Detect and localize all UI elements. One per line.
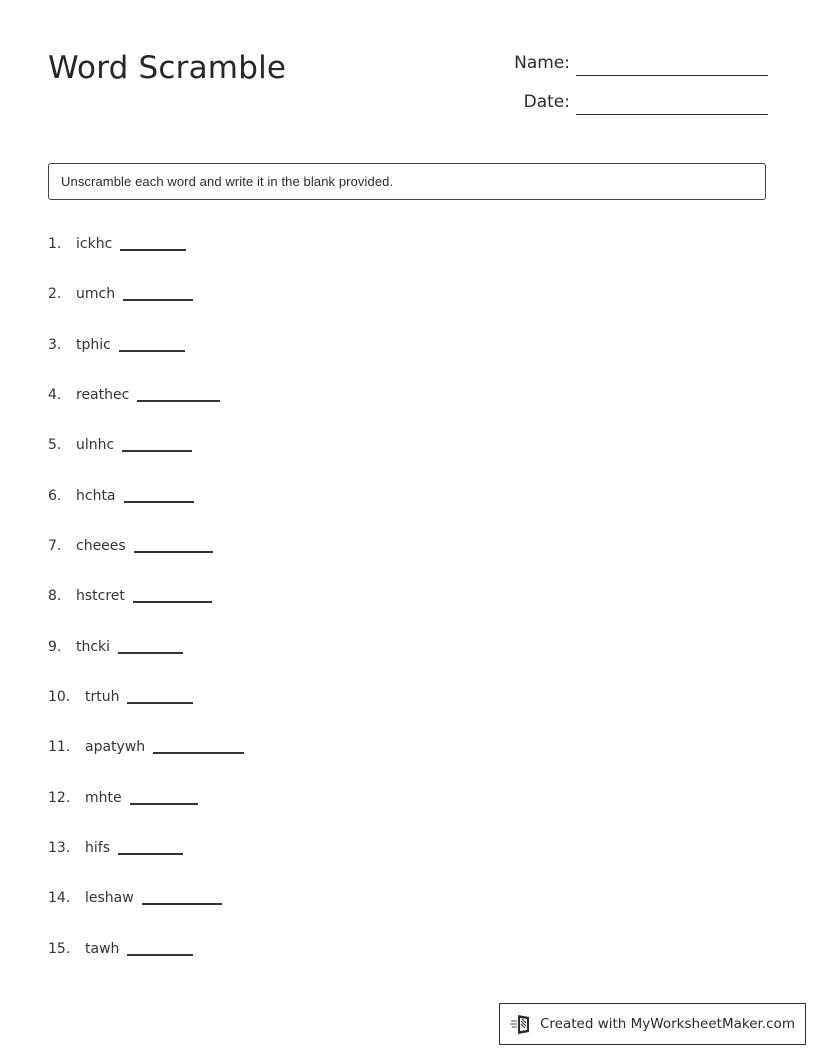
scrambled-word: ulnhc: [76, 437, 115, 453]
list-item: [48, 882, 222, 906]
scrambled-word: leshaw: [85, 890, 134, 906]
answer-blank[interactable]: [119, 350, 185, 352]
answer-blank[interactable]: [142, 903, 222, 905]
item-number: 5.: [48, 437, 62, 453]
answer-blank[interactable]: [127, 954, 193, 956]
list-item: [48, 832, 183, 856]
date-blank-line[interactable]: [576, 114, 768, 115]
instructions-text: Unscramble each word and write it in the blank provided.: [61, 174, 394, 189]
date-field: [524, 89, 768, 115]
answer-blank[interactable]: [127, 702, 193, 704]
list-item: [48, 580, 212, 604]
instructions-box: [48, 163, 766, 200]
list-item: [48, 228, 186, 252]
list-item: [48, 530, 213, 554]
scrambled-word: tphic: [76, 337, 111, 353]
footer-text: Created with MyWorksheetMaker.com: [540, 1016, 795, 1032]
item-number: 13.: [48, 840, 71, 856]
item-number: 6.: [48, 488, 62, 504]
item-number: 4.: [48, 387, 62, 403]
item-number: 12.: [48, 790, 71, 806]
scrambled-word: umch: [76, 286, 116, 302]
answer-blank[interactable]: [134, 551, 213, 553]
answer-blank[interactable]: [122, 450, 192, 452]
name-field: [514, 50, 768, 76]
name-label: Name:: [514, 53, 570, 73]
answer-blank[interactable]: [124, 501, 194, 503]
answer-blank[interactable]: [118, 652, 183, 654]
list-item: [48, 782, 198, 806]
scrambled-word: trtuh: [85, 689, 120, 705]
scrambled-word: apatywh: [85, 739, 146, 755]
list-item: [48, 278, 193, 302]
list-item: [48, 681, 193, 705]
item-number: 1.: [48, 236, 62, 252]
list-item: [48, 379, 220, 403]
item-number: 14.: [48, 890, 71, 906]
page-title: Word Scramble: [48, 50, 287, 86]
item-number: 8.: [48, 588, 62, 604]
list-item: [48, 933, 193, 957]
answer-blank[interactable]: [120, 249, 186, 251]
answer-blank[interactable]: [153, 752, 244, 754]
item-number: 15.: [48, 941, 71, 957]
scrambled-word: tawh: [85, 941, 120, 957]
scrambled-word: ickhc: [76, 236, 113, 252]
scrambled-word: reathec: [76, 387, 130, 403]
list-item: [48, 429, 192, 453]
item-number: 3.: [48, 337, 62, 353]
date-label: Date:: [523, 92, 570, 112]
answer-blank[interactable]: [133, 601, 212, 603]
worksheet-logo-icon: [510, 1013, 534, 1035]
item-number: 11.: [48, 739, 71, 755]
answer-blank[interactable]: [130, 803, 198, 805]
footer-credit[interactable]: [499, 1003, 806, 1045]
list-item: [48, 480, 194, 504]
answer-blank[interactable]: [137, 400, 220, 402]
item-number: 10.: [48, 689, 71, 705]
scrambled-word: hifs: [85, 840, 110, 856]
item-number: 2.: [48, 286, 62, 302]
list-item: [48, 329, 185, 353]
list-item: [48, 731, 244, 755]
scrambled-word: hchta: [76, 488, 116, 504]
scrambled-word: thcki: [76, 639, 111, 655]
list-item: [48, 631, 183, 655]
scrambled-word: mhte: [85, 790, 122, 806]
item-number: 9.: [48, 639, 62, 655]
answer-blank[interactable]: [123, 299, 193, 301]
item-number: 7.: [48, 538, 62, 554]
name-blank-line[interactable]: [576, 75, 768, 76]
scrambled-word: cheees: [76, 538, 126, 554]
answer-blank[interactable]: [118, 853, 183, 855]
scrambled-word: hstcret: [76, 588, 125, 604]
